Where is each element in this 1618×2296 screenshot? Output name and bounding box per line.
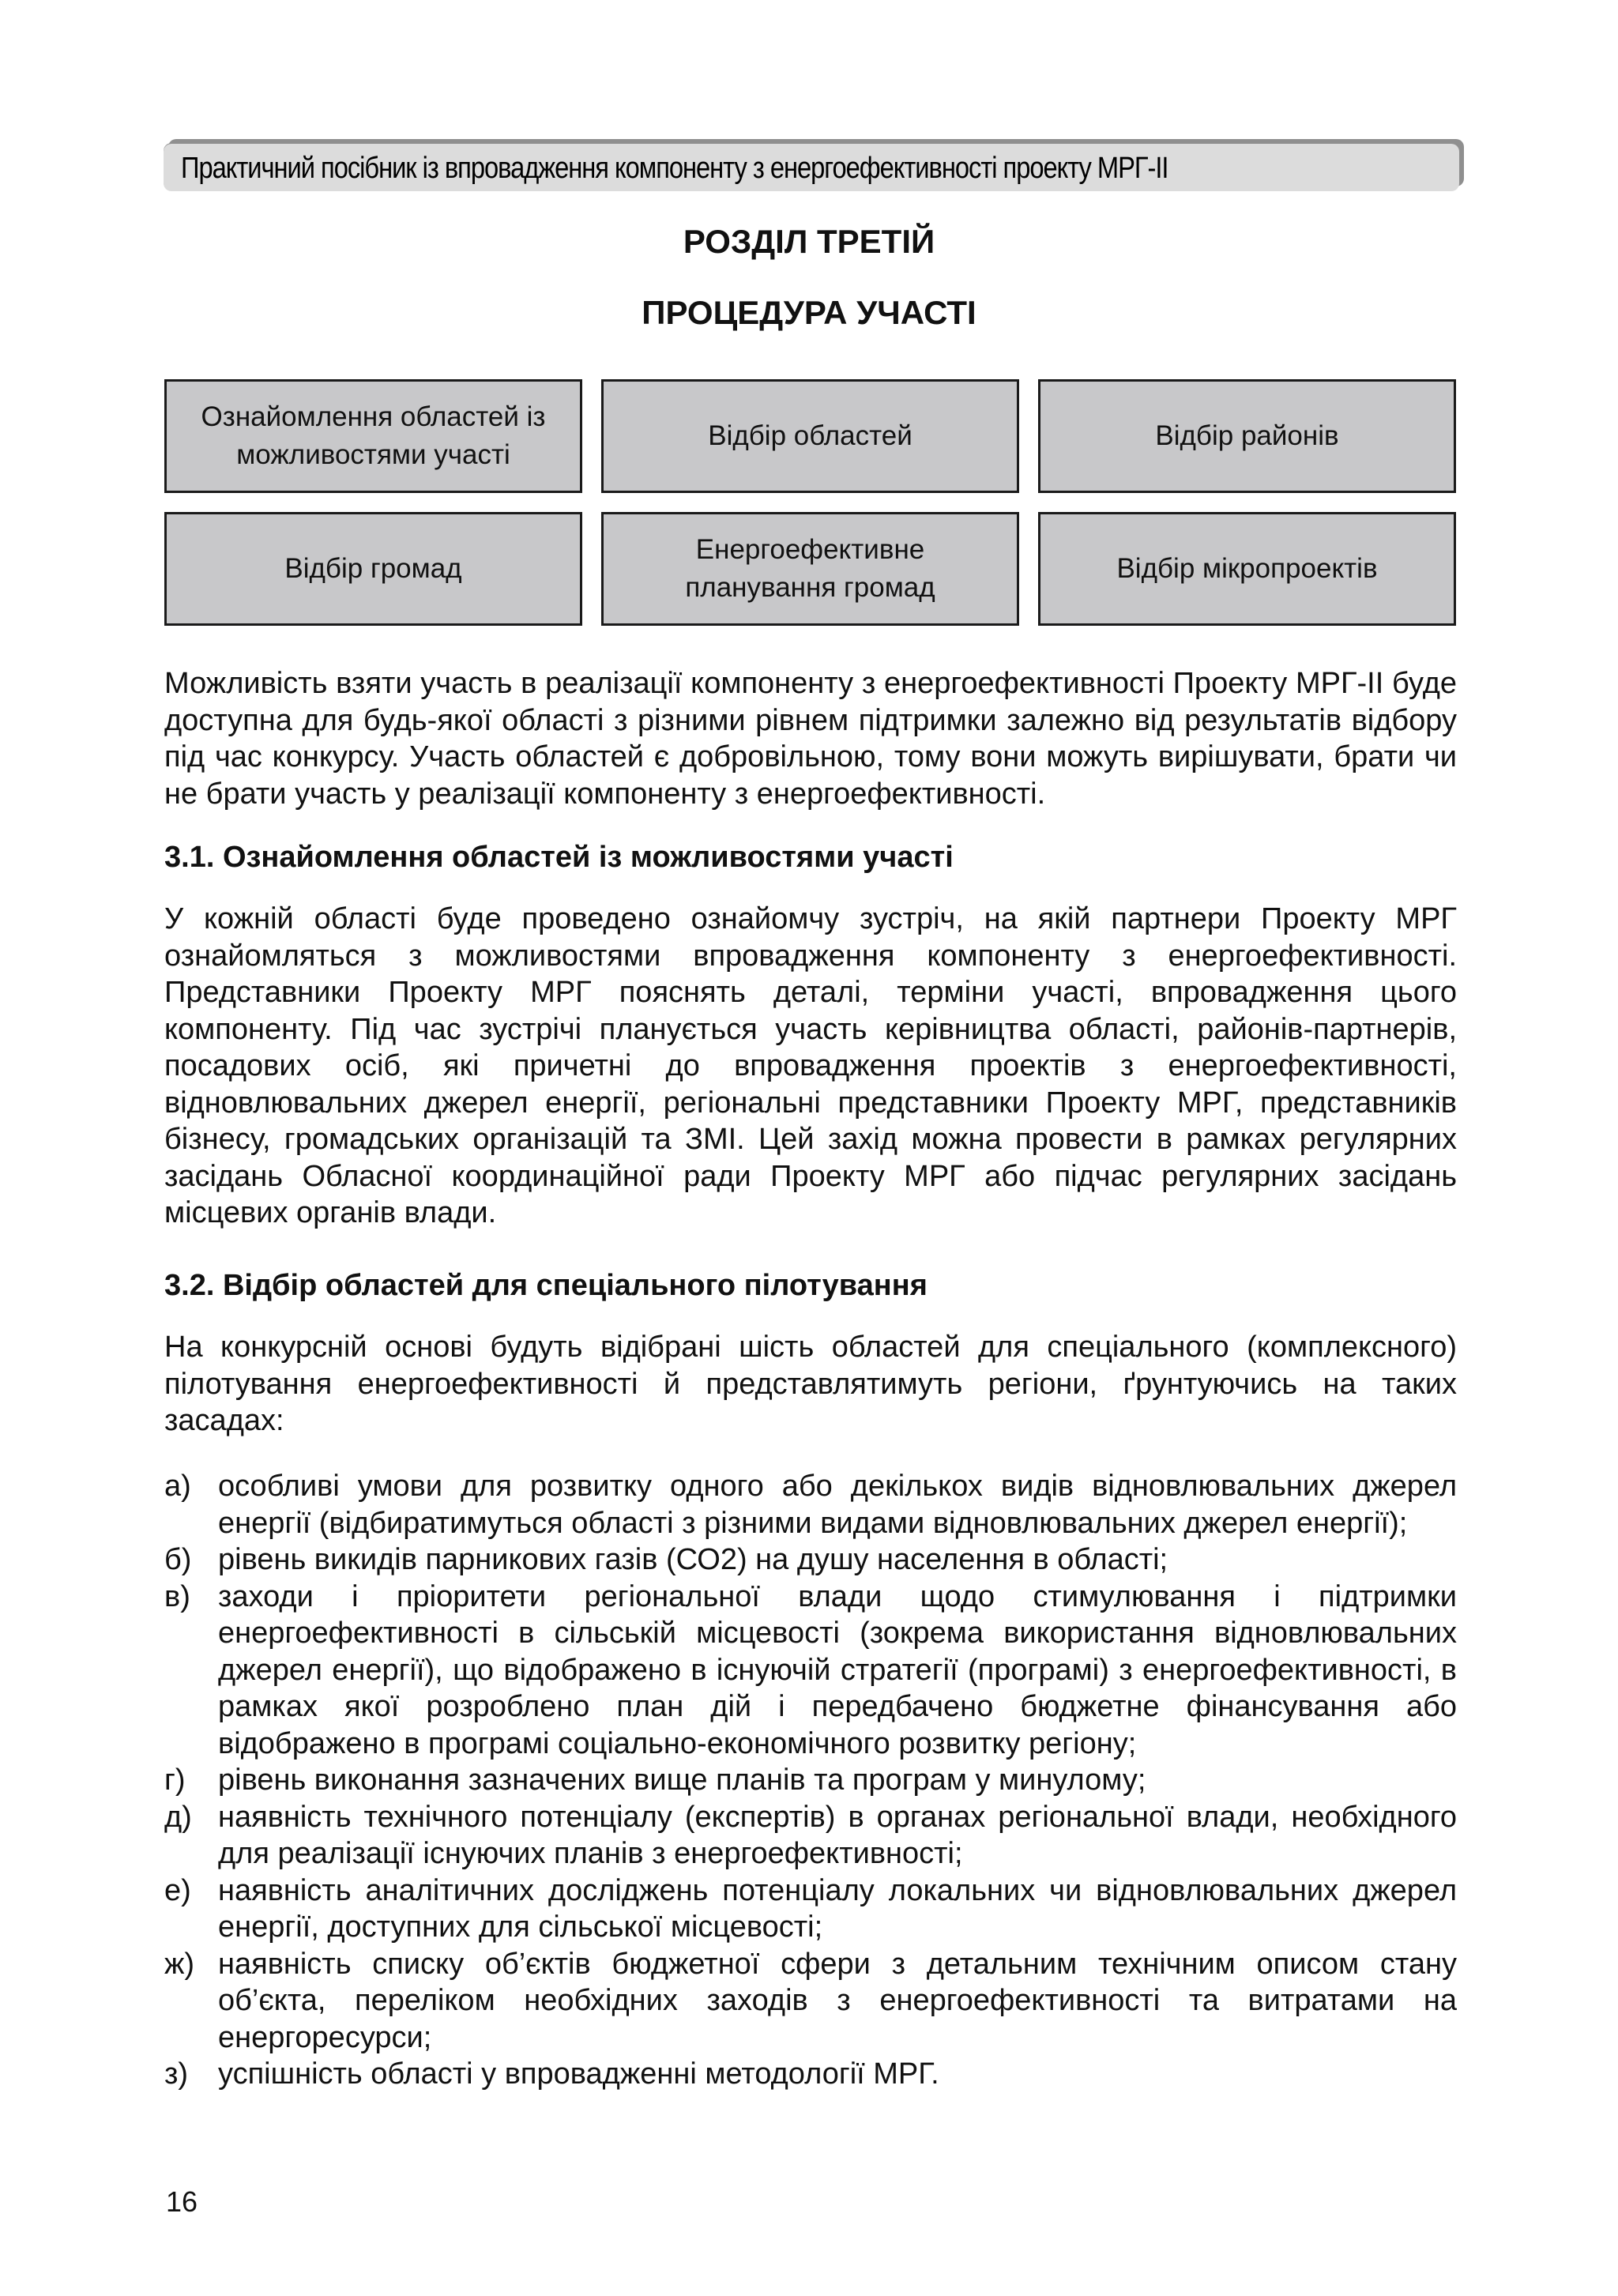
step-box-microproject-selection: Відбір мікропроектів — [1038, 512, 1456, 626]
list-marker: а) — [164, 1470, 191, 1503]
selection-criteria-list — [164, 1468, 1457, 2093]
list-marker: е) — [164, 1873, 191, 1907]
list-marker: б) — [164, 1543, 192, 1576]
list-marker: д) — [164, 1800, 192, 1834]
list-item — [164, 1946, 1457, 2057]
running-header — [164, 144, 1459, 191]
section-heading-3-2: 3.2. Відбір областей для спеціального пілотування — [164, 1269, 928, 1302]
list-item — [164, 1579, 1457, 1763]
list-item-text: рівень викидів парникових газів (СО2) на душу населення в області; — [218, 1543, 1168, 1576]
step-box-energy-planning: Енергоефективне планування громад — [601, 512, 1019, 626]
list-item — [164, 1541, 1457, 1579]
page-number: 16 — [166, 2185, 198, 2218]
list-marker: ж) — [164, 1947, 195, 1981]
list-item-text: наявність списку об’єктів бюджетної сфери з детальним технічним описом стану об’єкта, переліком необхідних заходів з енергоефективності та витратами на енергоресурси; — [218, 1947, 1457, 2054]
intro-paragraph — [164, 665, 1457, 812]
step-box-region-selection: Відбір областей — [601, 379, 1019, 493]
list-item — [164, 1762, 1457, 1799]
list-item-text: заходи і пріоритети регіональної влади щодо стимулювання і підтримки енергоефективності в сільській місцевості (зокрема використання відновлювальних джерел енергії), що відображено в існуючій стратегії (програмі) з енергоефективності, в рамках якої розроблено план дій і передбачено бюджетне фінансування або відображено в програмі соціально-економічного розвитку регіону; — [218, 1579, 1457, 1760]
list-item — [164, 2056, 1457, 2093]
step-box-familiarization: Ознайомлення областей із можливостями участі — [164, 379, 582, 493]
list-item-text: особливі умови для розвитку одного або декількох видів відновлювальних джерел енергії (відбиратимуться області з різними видами відновлювальних джерел енергії); — [218, 1470, 1457, 1540]
list-marker: з) — [164, 2057, 189, 2091]
list-item-text: наявність аналітичних досліджень потенціалу локальних чи відновлювальних джерел енергії, доступних для сільської місцевості; — [218, 1873, 1457, 1944]
list-item-text: наявність технічного потенціалу (експертів) в органах регіональної влади, необхідного для реалізації існуючих планів з енергоефективності; — [218, 1800, 1457, 1870]
step-box-district-selection: Відбір районів — [1038, 379, 1456, 493]
section-3-1-paragraph-text: У кожній області буде проведено ознайомчу зустріч, на якій партнери Проекту МРГ ознайомляться з можливостями впровадження компоненту з енергоефективності. Представники Проекту МРГ пояснять деталі, терміни участі, впровадження цього компоненту. Під час зустрічі планується участь керівництва області, районів-партнерів, посадових осіб, які причетні до впровадження проектів з енергоефективності, відновлювальних джерел енергії, регіональні представники Проекту МРГ, представників бізнесу, громадських організацій та ЗМІ. Цей захід можна провести в рамках регулярних засідань Обласної координаційної ради Проекту МРГ або підчас регулярних засідань місцевих органів влади. — [164, 902, 1457, 1229]
list-item — [164, 1468, 1457, 1541]
section-3-2-paragraph — [164, 1329, 1457, 1440]
intro-paragraph-text: Можливість взяти участь в реалізації компоненту з енергоефективності Проекту МРГ-ІІ буде доступна для будь-якої області з різними рівнем підтримки залежно від результатів відбору під час конкурсу. Участь областей є добровільною, тому вони можуть вирішувати, брати чи не брати участь у реалізації компоненту з енергоефективності. — [164, 667, 1457, 811]
chapter-subtitle: ПРОЦЕДУРА УЧАСТІ — [642, 294, 976, 331]
list-marker: в) — [164, 1579, 190, 1613]
list-marker: г) — [164, 1763, 186, 1797]
list-item-text: рівень виконання зазначених вище планів та програм у минулому; — [218, 1763, 1146, 1797]
chapter-title: РОЗДІЛ ТРЕТІЙ — [683, 223, 935, 260]
running-header-text: Практичний посібник із впровадження компоненту з енергоефективності проекту МРГ-ІІ — [181, 152, 1168, 185]
section-3-2-paragraph-text: На конкурсній основі будуть відібрані шість областей для спеціального (комплексного) пілотування енергоефективності й представлятимуть регіони, ґрунтуючись на таких засадах: — [164, 1331, 1457, 1437]
section-3-1-paragraph — [164, 901, 1457, 1232]
list-item-text: успішність області у впровадженні методології МРГ. — [218, 2057, 939, 2091]
step-box-community-selection: Відбір громад — [164, 512, 582, 626]
list-item — [164, 1799, 1457, 1873]
list-item — [164, 1873, 1457, 1946]
section-heading-3-1: 3.1. Ознайомлення областей із можливостями участі — [164, 841, 954, 874]
procedure-steps-diagram — [164, 379, 1457, 626]
